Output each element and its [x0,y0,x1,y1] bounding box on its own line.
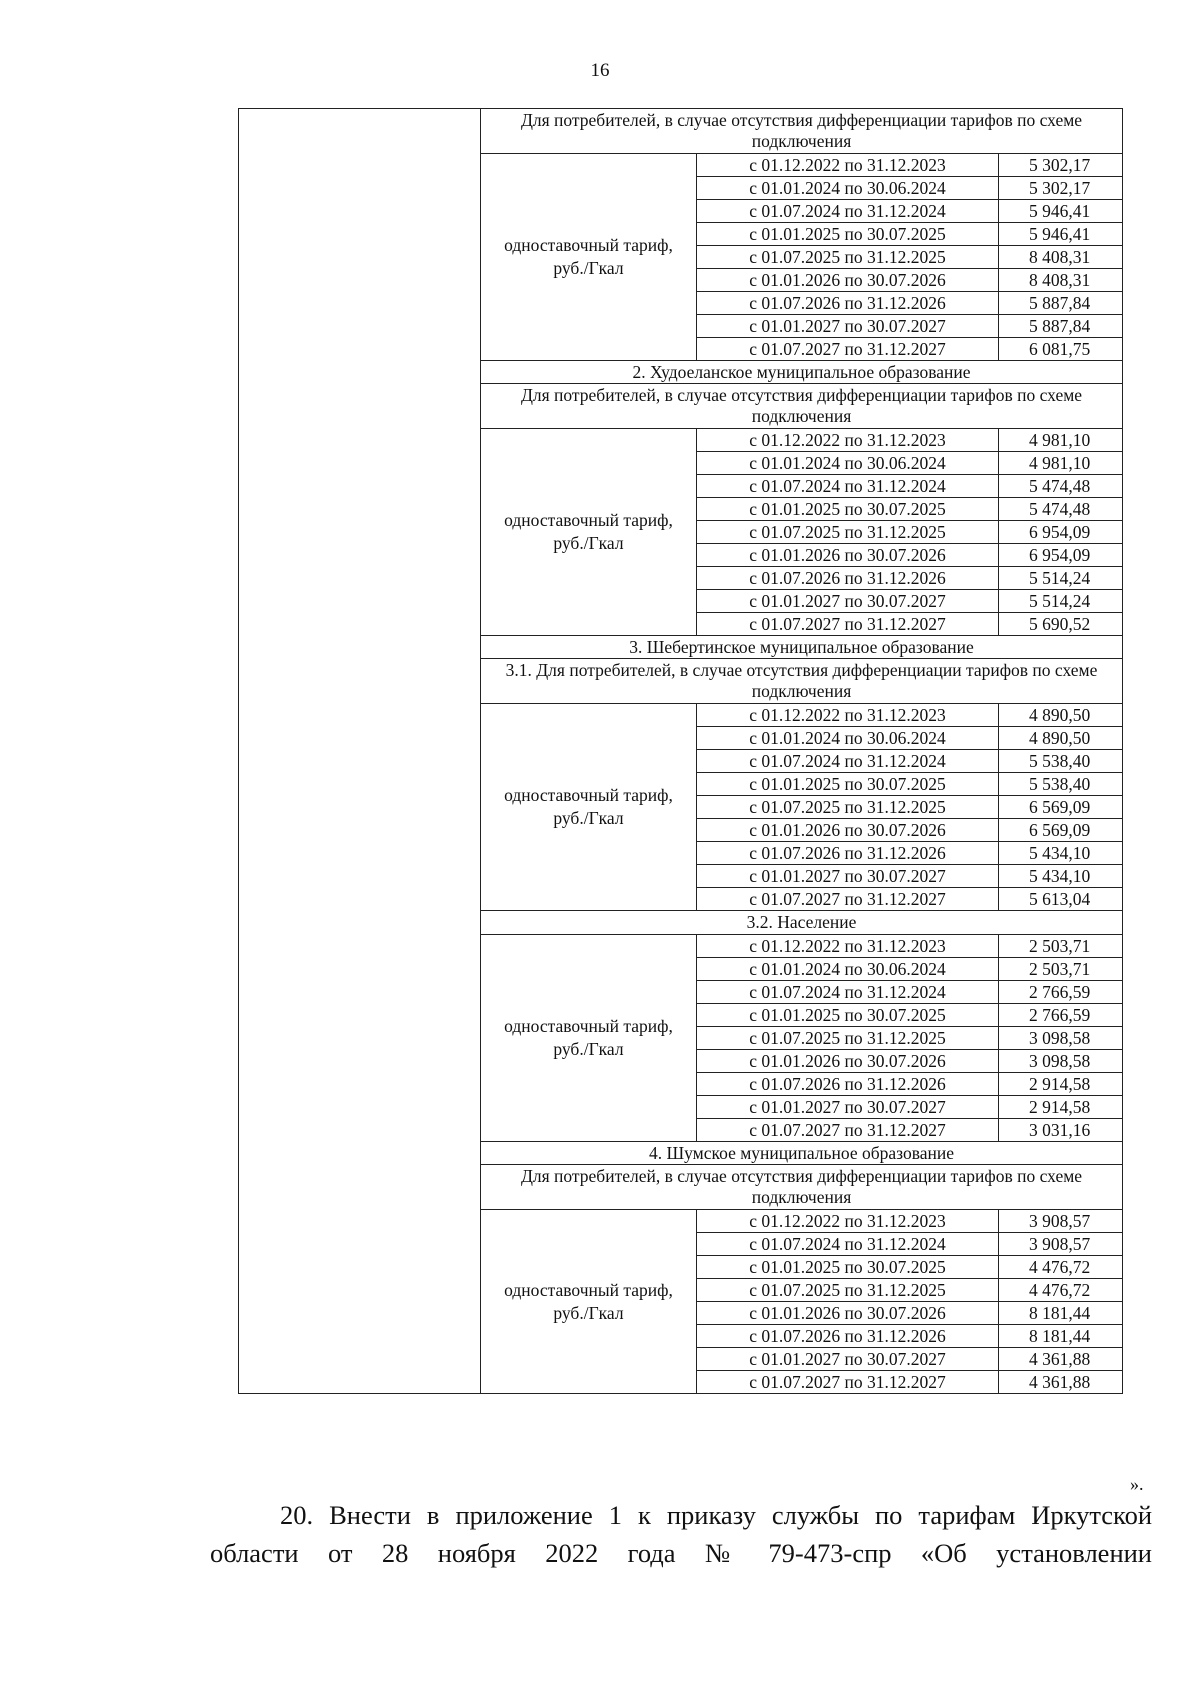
tariff-value-cell: 2 766,59 [999,981,1123,1004]
period-cell: с 01.01.2026 по 30.07.2026 [697,544,999,567]
tariff-value-cell: 5 613,04 [999,888,1123,911]
tariff-value-cell: 2 914,58 [999,1073,1123,1096]
period-cell: с 01.07.2026 по 31.12.2026 [697,292,999,315]
tariff-value-cell: 5 538,40 [999,750,1123,773]
section-subheading: Для потребителей, в случае отсутствия дифференциации тарифов по схеме подключения [481,1165,1123,1210]
tariff-value-cell: 5 514,24 [999,590,1123,613]
tariff-value-cell: 5 946,41 [999,200,1123,223]
period-cell: с 01.07.2025 по 31.12.2025 [697,521,999,544]
tariff-value-cell: 3 098,58 [999,1050,1123,1073]
period-cell: с 01.12.2022 по 31.12.2023 [697,935,999,958]
tariff-table [238,108,1123,1394]
tariff-value-cell: 5 690,52 [999,613,1123,636]
period-cell: с 01.12.2022 по 31.12.2023 [697,429,999,452]
tariff-value-cell: 4 890,50 [999,727,1123,750]
tariff-value-cell: 6 954,09 [999,544,1123,567]
period-cell: с 01.01.2025 по 30.07.2025 [697,1256,999,1279]
tariff-value-cell: 4 981,10 [999,429,1123,452]
page-number: 16 [590,60,610,81]
period-cell: с 01.12.2022 по 31.12.2023 [697,154,999,177]
period-cell: с 01.07.2024 по 31.12.2024 [697,1233,999,1256]
tariff-value-cell: 5 434,10 [999,865,1123,888]
section-header: 2. Худоеланское муниципальное образование [481,361,1123,384]
tariff-value-cell: 5 538,40 [999,773,1123,796]
period-cell: с 01.01.2026 по 30.07.2026 [697,1302,999,1325]
tariff-value-cell: 3 031,16 [999,1119,1123,1142]
section-subheading: 3.2. Население [481,911,1123,935]
tariff-value-cell: 2 503,71 [999,935,1123,958]
period-cell: с 01.01.2024 по 30.06.2024 [697,177,999,200]
period-cell: с 01.07.2026 по 31.12.2026 [697,567,999,590]
period-cell: с 01.07.2024 по 31.12.2024 [697,981,999,1004]
period-cell: с 01.07.2025 по 31.12.2025 [697,1027,999,1050]
tariff-type-label: одноставочный тариф, руб./Гкал [481,429,697,636]
section-header: 4. Шумское муниципальное образование [481,1142,1123,1165]
period-cell: с 01.07.2025 по 31.12.2025 [697,1279,999,1302]
period-cell: с 01.01.2025 по 30.07.2025 [697,773,999,796]
period-cell: с 01.12.2022 по 31.12.2023 [697,1210,999,1233]
period-cell: с 01.01.2027 по 30.07.2027 [697,315,999,338]
tariff-value-cell: 5 474,48 [999,475,1123,498]
period-cell: с 01.01.2026 по 30.07.2026 [697,269,999,292]
section-subheading: 3.1. Для потребителей, в случае отсутствия дифференциации тарифов по схеме подключения [481,659,1123,704]
period-cell: с 01.01.2024 по 30.06.2024 [697,452,999,475]
tariff-value-cell: 8 181,44 [999,1302,1123,1325]
tariff-value-cell: 5 887,84 [999,315,1123,338]
period-cell: с 01.07.2024 по 31.12.2024 [697,750,999,773]
period-cell: с 01.07.2027 по 31.12.2027 [697,1119,999,1142]
period-cell: с 01.01.2025 по 30.07.2025 [697,223,999,246]
period-cell: с 01.07.2027 по 31.12.2027 [697,1371,999,1394]
tariff-type-label: одноставочный тариф, руб./Гкал [481,704,697,911]
period-cell: с 01.01.2024 по 30.06.2024 [697,958,999,981]
tariff-value-cell: 3 908,57 [999,1210,1123,1233]
tariff-value-cell: 8 408,31 [999,246,1123,269]
period-cell: с 01.01.2027 по 30.07.2027 [697,590,999,613]
tariff-value-cell: 2 914,58 [999,1096,1123,1119]
period-cell: с 01.01.2027 по 30.07.2027 [697,865,999,888]
period-cell: с 01.07.2027 по 31.12.2027 [697,888,999,911]
period-cell: с 01.07.2026 по 31.12.2026 [697,1073,999,1096]
period-cell: с 01.01.2024 по 30.06.2024 [697,727,999,750]
period-cell: с 01.07.2026 по 31.12.2026 [697,1325,999,1348]
tariff-value-cell: 5 514,24 [999,567,1123,590]
paragraph-line-2: области от 28 ноября 2022 года № 79-473-спр «Об установлении [210,1538,1152,1568]
period-cell: с 01.01.2025 по 30.07.2025 [697,498,999,521]
tariff-type-label: одноставочный тариф, руб./Гкал [481,154,697,361]
tariff-value-cell: 6 081,75 [999,338,1123,361]
period-cell: с 01.07.2027 по 31.12.2027 [697,338,999,361]
section-subheading: Для потребителей, в случае отсутствия дифференциации тарифов по схеме подключения [481,109,1123,154]
tariff-type-label: одноставочный тариф, руб./Гкал [481,935,697,1142]
paragraph-line-1: 20. Внести в приложение 1 к приказу службы по тарифам Иркутской [280,1500,1152,1530]
tariff-value-cell: 5 302,17 [999,154,1123,177]
tariff-value-cell: 4 361,88 [999,1371,1123,1394]
tariff-value-cell: 4 476,72 [999,1279,1123,1302]
empty-left-column [239,109,481,1394]
tariff-value-cell: 5 474,48 [999,498,1123,521]
tariff-type-label: одноставочный тариф, руб./Гкал [481,1210,697,1394]
tariff-value-cell: 4 361,88 [999,1348,1123,1371]
period-cell: с 01.07.2027 по 31.12.2027 [697,613,999,636]
period-cell: с 01.01.2026 по 30.07.2026 [697,1050,999,1073]
tariff-value-cell: 8 408,31 [999,269,1123,292]
tariff-value-cell: 6 954,09 [999,521,1123,544]
tariff-value-cell: 6 569,09 [999,819,1123,842]
period-cell: с 01.01.2026 по 30.07.2026 [697,819,999,842]
tariff-value-cell: 2 503,71 [999,958,1123,981]
period-cell: с 01.07.2026 по 31.12.2026 [697,842,999,865]
section-header: 3. Шебертинское муниципальное образование [481,636,1123,659]
tariff-value-cell: 8 181,44 [999,1325,1123,1348]
period-cell: с 01.01.2027 по 30.07.2027 [697,1096,999,1119]
period-cell: с 01.07.2025 по 31.12.2025 [697,796,999,819]
tariff-value-cell: 5 887,84 [999,292,1123,315]
closing-quote-mark: ». [1130,1474,1144,1494]
tariff-value-cell: 5 434,10 [999,842,1123,865]
tariff-value-cell: 5 302,17 [999,177,1123,200]
period-cell: с 01.07.2025 по 31.12.2025 [697,246,999,269]
tariff-value-cell: 4 981,10 [999,452,1123,475]
tariff-value-cell: 4 476,72 [999,1256,1123,1279]
period-cell: с 01.01.2025 по 30.07.2025 [697,1004,999,1027]
period-cell: с 01.12.2022 по 31.12.2023 [697,704,999,727]
tariff-value-cell: 2 766,59 [999,1004,1123,1027]
section-subheading: Для потребителей, в случае отсутствия дифференциации тарифов по схеме подключения [481,384,1123,429]
tariff-value-cell: 3 098,58 [999,1027,1123,1050]
tariff-value-cell: 3 908,57 [999,1233,1123,1256]
period-cell: с 01.07.2024 по 31.12.2024 [697,475,999,498]
tariff-value-cell: 4 890,50 [999,704,1123,727]
period-cell: с 01.01.2027 по 30.07.2027 [697,1348,999,1371]
period-cell: с 01.07.2024 по 31.12.2024 [697,200,999,223]
tariff-value-cell: 5 946,41 [999,223,1123,246]
tariff-value-cell: 6 569,09 [999,796,1123,819]
